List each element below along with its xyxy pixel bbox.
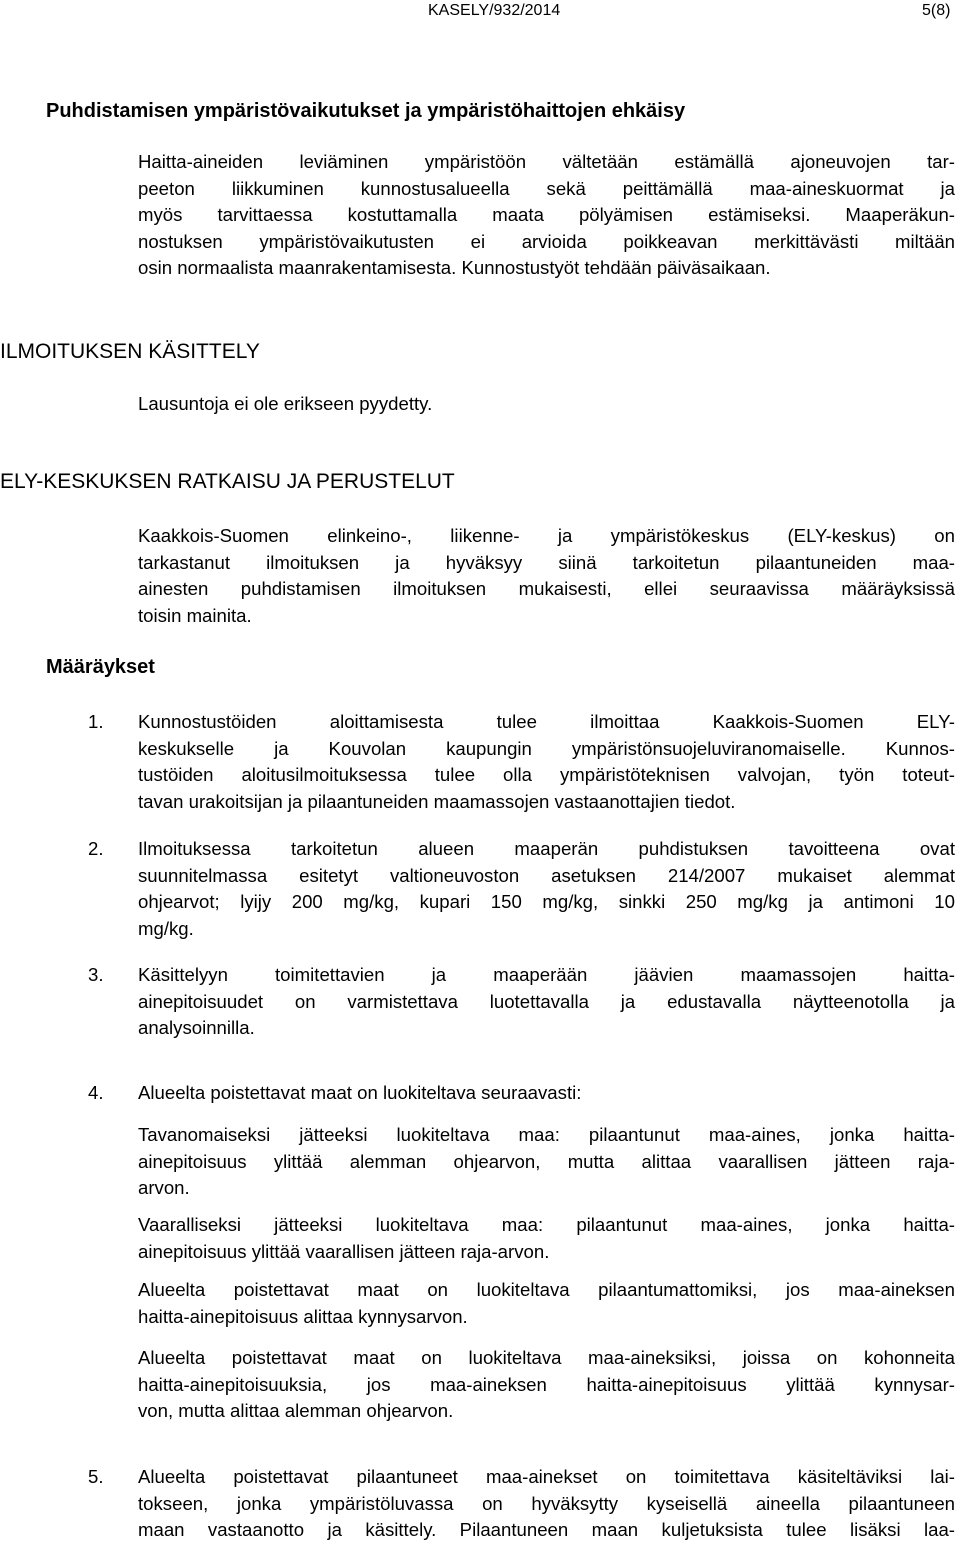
document-id: KASELY/932/2014 [428, 2, 561, 19]
text-line: haitta-ainepitoisuuksia, jos maa-aineksen haitta-ainepitoisuus ylittää kynnysar- [138, 1373, 955, 1395]
text-line: nostuksen ympäristövaikutusten ei arvioida poikkeavan merkittävästi miltään [138, 230, 955, 252]
text-line: Lausuntoja ei ole erikseen pyydetty. [138, 393, 433, 414]
text-line: mg/kg. [138, 917, 194, 939]
text-line: ohjearvot; lyijy 200 mg/kg, kupari 150 mg/kg, sinkki 250 mg/kg ja antimoni 10 [138, 891, 955, 912]
text-line: toisin mainita. [138, 604, 252, 626]
text-line: Alueelta poistettavat maat on luokiteltava pilaantumattomiksi, jos maa-aineksen [138, 1279, 955, 1300]
item-number: 1. [88, 711, 104, 732]
text-line: tarkastanut ilmoituksen ja hyväksyy siinä tarkoitetun pilaantuneiden maa- [138, 551, 955, 573]
section-title-decision: ELY-KESKUKSEN RATKAISU JA PERUSTELUT [0, 470, 455, 493]
classification-ordinary-waste [138, 1122, 955, 1202]
item-number: 5. [88, 1466, 104, 1487]
regulation-item-3 [138, 962, 955, 1042]
regulation-item-1 [138, 709, 955, 815]
text-line: Alueelta poistettavat maat on luokiteltava seuraavasti: [138, 1082, 582, 1103]
text-line: tokseen, jonka ympäristöluvassa on hyväksytty kyseisellä aineella pilaantuneen [138, 1492, 955, 1514]
item-number: 3. [88, 964, 104, 985]
section2-paragraph [138, 391, 432, 418]
text-line: analysoinnilla. [138, 1017, 255, 1038]
item-number: 2. [88, 838, 104, 859]
text-line: Tavanomaiseksi jätteeksi luokiteltava maa: pilaantunut maa-aines, jonka haitta- [138, 1124, 955, 1145]
text-line: keskukselle ja Kouvolan kaupungin ympäristönsuojeluviranomaiselle. Kunnos- [138, 737, 955, 759]
text-line: Ilmoituksessa tarkoitetun alueen maaperän puhdistuksen tavoitteena ovat [138, 838, 955, 859]
text-line: haitta-ainepitoisuus alittaa kynnysarvon. [138, 1305, 468, 1327]
regulations-title: Määräykset [46, 656, 155, 678]
item-number: 4. [88, 1082, 104, 1103]
text-line: Haitta-aineiden leviäminen ympäristöön vältetään estämällä ajoneuvojen tar- [138, 151, 955, 172]
section1-paragraph [138, 149, 955, 282]
section3-paragraph [138, 523, 955, 629]
text-line: ainepitoisuus ylittää vaarallisen jätteen raja-arvon. [138, 1240, 550, 1262]
text-line: maan vastaanotto ja käsittely. Pilaantuneen maan kuljetuksista tulee lisäksi laa- [138, 1519, 955, 1540]
text-line: tavan urakoitsijan ja pilaantuneiden maamassojen vastaanottajien tiedot. [138, 790, 736, 812]
regulation-item-2 [138, 836, 955, 942]
section-title-processing: ILMOITUKSEN KÄSITTELY [0, 340, 260, 363]
text-line: myös tarvittaessa kostuttamalla maata pölyämisen estämiseksi. Maaperäkun- [138, 204, 955, 225]
text-line: ainesten puhdistamisen ilmoituksen mukaisesti, ellei seuraavissa määräyksissä [138, 578, 955, 599]
text-line: Alueelta poistettavat maat on luokiteltava maa-aineksiksi, joissa on kohonneita [138, 1347, 955, 1368]
text-line: Kaakkois-Suomen elinkeino-, liikenne- ja ympäristökeskus (ELY-keskus) on [138, 525, 955, 546]
classification-elevated-concentrations [138, 1345, 955, 1425]
regulation-item-4 [138, 1080, 955, 1107]
text-line: tustöiden aloitusilmoituksessa tulee olla ympäristöteknisen valvojan, työn toteut- [138, 764, 955, 785]
text-line: Alueelta poistettavat pilaantuneet maa-ainekset on toimitettava käsiteltäviksi lai- [138, 1466, 955, 1487]
section-title-environmental-effects: Puhdistamisen ympäristövaikutukset ja ympäristöhaittojen ehkäisy [46, 100, 686, 122]
text-line: von, mutta alittaa alemman ohjearvon. [138, 1400, 454, 1421]
text-line: osin normaalista maanrakentamisesta. Kunnostustyöt tehdään päiväsaikaan. [138, 257, 771, 278]
text-line: Kunnostustöiden aloittamisesta tulee ilmoittaa Kaakkois-Suomen ELY- [138, 711, 955, 732]
text-line: Vaaralliseksi jätteeksi luokiteltava maa: pilaantunut maa-aines, jonka haitta- [138, 1214, 955, 1235]
text-line: peeton liikkuminen kunnostusalueella sekä peittämällä maa-aineskuormat ja [138, 177, 955, 199]
text-line: arvon. [138, 1177, 190, 1198]
regulation-item-5 [138, 1464, 955, 1544]
text-line: suunnitelmassa esitetyt valtioneuvoston asetuksen 214/2007 mukaiset alemmat [138, 864, 955, 886]
classification-hazardous-waste [138, 1212, 955, 1265]
page-number: 5(8) [922, 2, 951, 19]
text-line: Käsittelyyn toimitettavien ja maaperään jäävien maamassojen haitta- [138, 964, 955, 985]
text-line: ainepitoisuudet on varmistettava luotettavalla ja edustavalla näytteenotolla ja [138, 990, 955, 1012]
text-line: ainepitoisuus ylittää alemman ohjearvon, mutta alittaa vaarallisen jätteen raja- [138, 1150, 955, 1172]
classification-uncontaminated [138, 1277, 955, 1330]
